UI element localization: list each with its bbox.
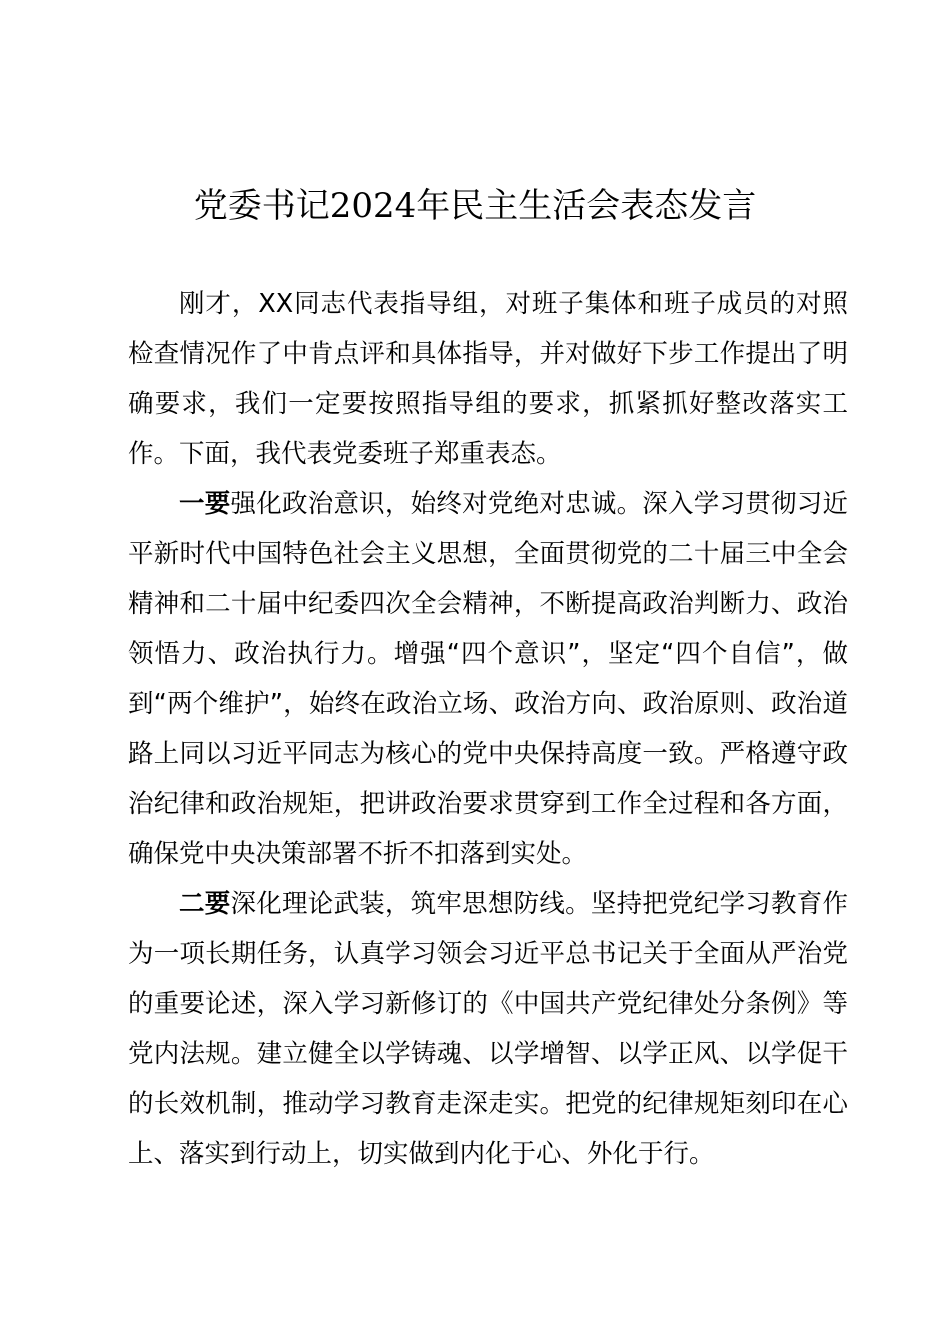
paragraph-lead: 一要: [179, 489, 231, 519]
paragraph-point-two: [128, 879, 848, 1179]
paragraph-text: 强化政治意识，始终对党绝对忠诚。深入学习贯彻习近平新时代中国特色社会主义思想，全面贯彻党的二十届三中全会精神和二十届中纪委四次全会精神，不断提高政治判断力、政治领悟力、政治执行力。增强“四个意识”，坚定“四个自信”，做到“两个维护”，始终在政治立场、政治方向、政治原则、政治道路上同以习近平同志为核心的党中央保持高度一致。严格遵守政治纪律和政治规矩，把讲政治要求贯穿到工作全过程和各方面，确保党中央决策部署不折不扣落到实处。: [128, 489, 848, 869]
paragraph-lead: 二要: [179, 889, 231, 919]
document-title: 党委书记2024年民主生活会表态发言: [193, 186, 757, 226]
paragraph-opening: [128, 279, 848, 479]
paragraph-text: 深化理论武装，筑牢思想防线。坚持把党纪学习教育作为一项长期任务，认真学习领会习近平总书记关于全面从严治党的重要论述，深入学习新修订的《中国共产党纪律处分条例》等党内法规。建立健全以学铸魂、以学增智、以学正风、以学促干的长效机制，推动学习教育走深走实。把党的纪律规矩刻印在心上、落实到行动上，切实做到内化于心、外化于行。: [128, 889, 848, 1169]
paragraph-text: 刚才，XX同志代表指导组，对班子集体和班子成员的对照检查情况作了中肯点评和具体指导，并对做好下步工作提出了明确要求，我们一定要按照指导组的要求，抓紧抓好整改落实工作。下面，我代表党委班子郑重表态。: [128, 289, 848, 469]
paragraph-point-one: [128, 479, 848, 879]
document-body: [128, 279, 848, 1179]
